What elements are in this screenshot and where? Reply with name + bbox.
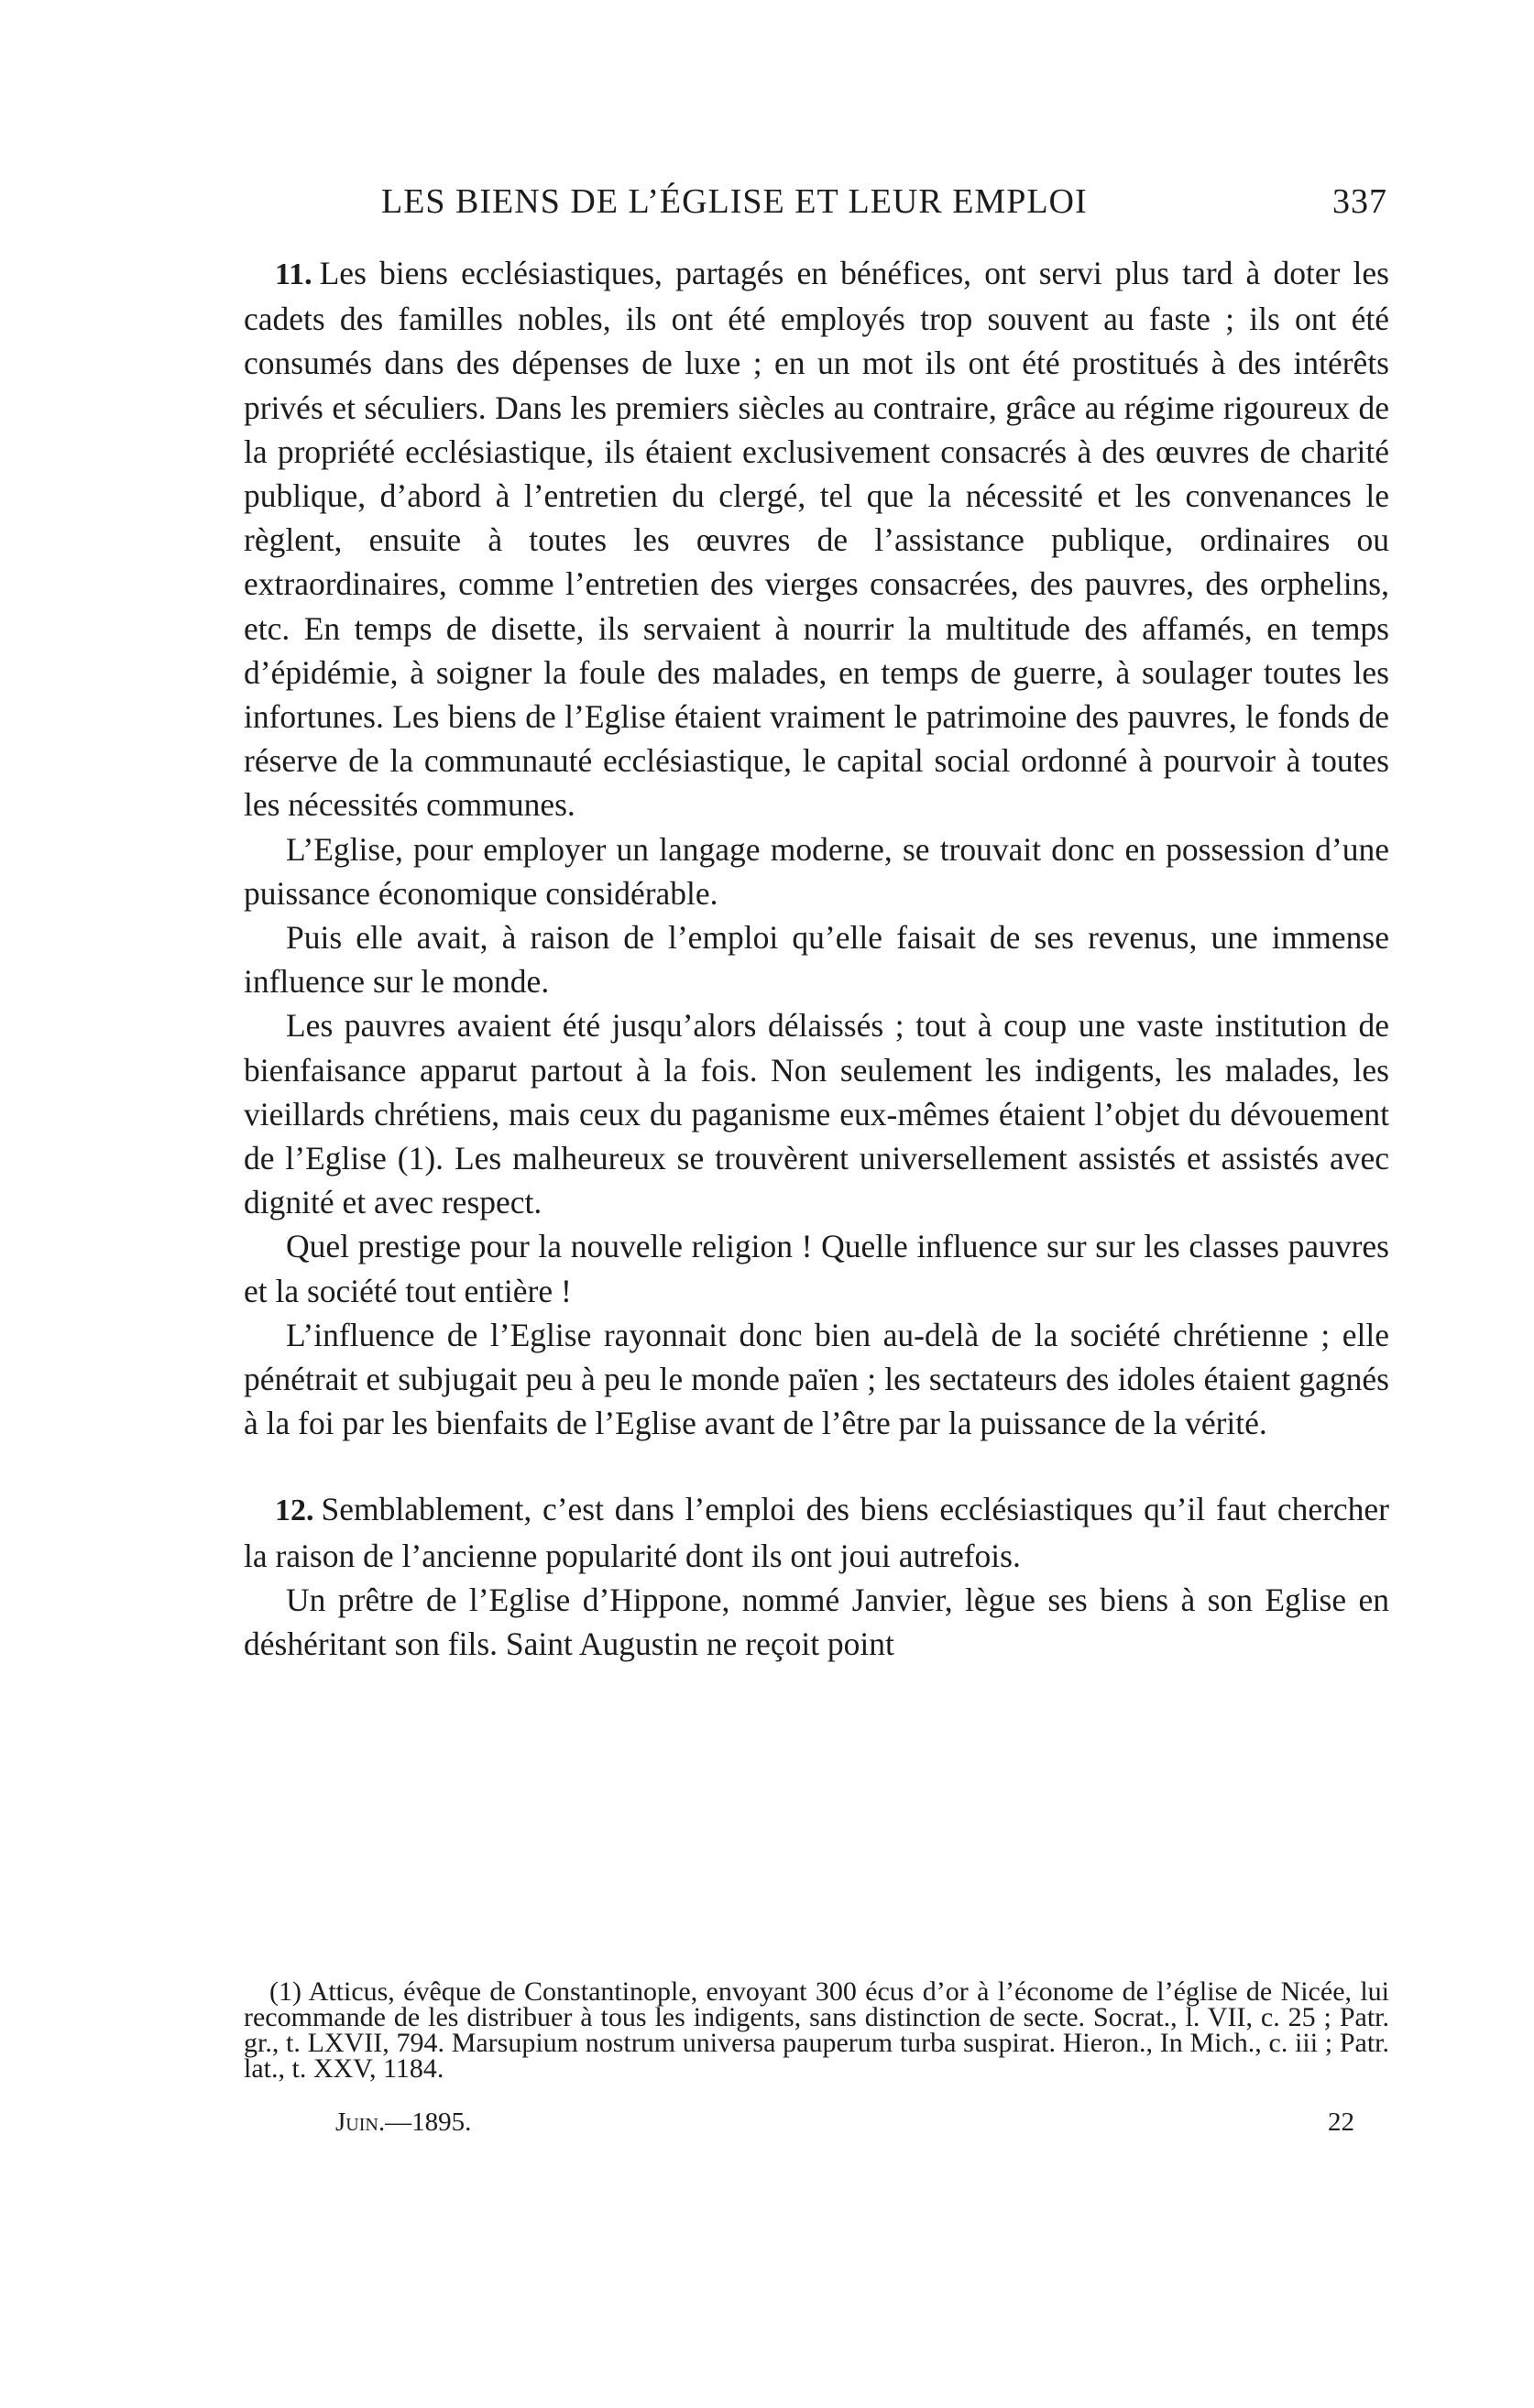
running-title: LES BIENS DE L’ÉGLISE ET LEUR EMPLOI xyxy=(381,182,1088,221)
section-number-11: 11. xyxy=(275,257,312,291)
section-12-paragraph-1 xyxy=(244,1487,1389,1577)
footnote-1: (1) Atticus, évêque de Constantinople, envoyant 300 écus d’or à l’économe de l’église de Nicée, lui recommande de les distribuer à tous les indigents, sans distinction de secte. Socrat., l. VII, c. 25 ; Patr. gr., t. LXVII, 794. Marsupium nostrum universa pauperum turba suspirat. Hieron., In Mich., c. iii ; Patr. lat., t. XXV, 1184. xyxy=(244,1976,1389,2084)
paragraph-text: Les biens ecclésiastiques, partagés en bénéfices, ont servi plus tard à doter les cadets des familles nobles, ils ont été employés trop souvent au faste ; ils ont été consumés dans des dépenses de luxe ; en un mot ils ont été prostitués à des intérêts privés et séculiers. Dans les premiers siècles au contraire, grâce au régime rigoureux de la propriété ecclésiastique, ils étaient exclusivement consacrés à des œuvres de charité publique, d’abord à l’entretien du clergé, tel que la nécessité et les convenances le règlent, ensuite à toutes les œuvres de l’assistance publique, ordinaires ou extraordinaires, comme l’entretien des vierges consacrées, des pauvres, des orphelins, etc. En temps de disette, ils servaient à nourrir la multitude des affamés, en temps d’épidémie, à soigner la foule des malades, en temps de guerre, à soulager toutes les infortunes. Les biens de l’Eglise étaient vraiment le patrimoine des pauvres, le fonds de réserve de la communauté ecclésiastique, le capital social ordonné à pourvoir à toutes les nécessités communes. xyxy=(244,255,1389,824)
section-11-paragraph-6: L’influence de l’Eglise rayonnait donc bien au-delà de la société chrétienne ; elle pénétrait et subjugait peu à peu le monde païen ; les sectateurs des idoles étaient gagnés à la foi par les bienfaits de l’Eglise avant de l’être par la puissance de la vérité. xyxy=(244,1316,1389,1442)
footnotes xyxy=(244,1976,1389,2084)
section-11-paragraph-4: Les pauvres avaient été jusqu’alors délaissés ; tout à coup une vaste institution de bienfaisance apparut partout à la fois. Non seulement les indigents, les malades, les vieillards chrétiens, mais ceux du paganisme eux-mêmes étaient l’objet du dévouement de l’Eglise (1). Les malheureux se trouvèrent universellement assistés et assistés avec dignité et avec respect. xyxy=(244,1007,1389,1221)
section-12-paragraph-2: Un prêtre de l’Eglise d’Hippone, nommé Janvier, lègue ses biens à son Eglise en déshéritant son fils. Saint Augustin ne reçoit point xyxy=(244,1581,1389,1663)
section-number-12: 12. xyxy=(275,1494,314,1528)
section-11-paragraph-1 xyxy=(244,251,1389,827)
section-11-paragraph-2: L’Eglise, pour employer un langage moderne, se trouvait donc en possession d’une puissance économique considérable. xyxy=(244,830,1389,912)
paragraph-text: Semblablement, c’est dans l’emploi des biens ecclésiastiques qu’il faut chercher la raison de l’ancienne popularité dont ils ont joui autrefois. xyxy=(244,1491,1389,1574)
printing-date: Juin.—1895. xyxy=(335,2107,472,2137)
section-11-paragraph-5: Quel prestige pour la nouvelle religion ! Quelle influence sur sur les classes pauvres et la société tout entière ! xyxy=(244,1228,1389,1309)
section-11-paragraph-3: Puis elle avait, à raison de l’emploi qu’elle faisait de ses revenus, une immense influence sur le monde. xyxy=(244,919,1389,1001)
main-text xyxy=(244,251,1389,1666)
sheet-number: 22 xyxy=(1328,2107,1354,2137)
page-number: 337 xyxy=(1332,182,1387,221)
